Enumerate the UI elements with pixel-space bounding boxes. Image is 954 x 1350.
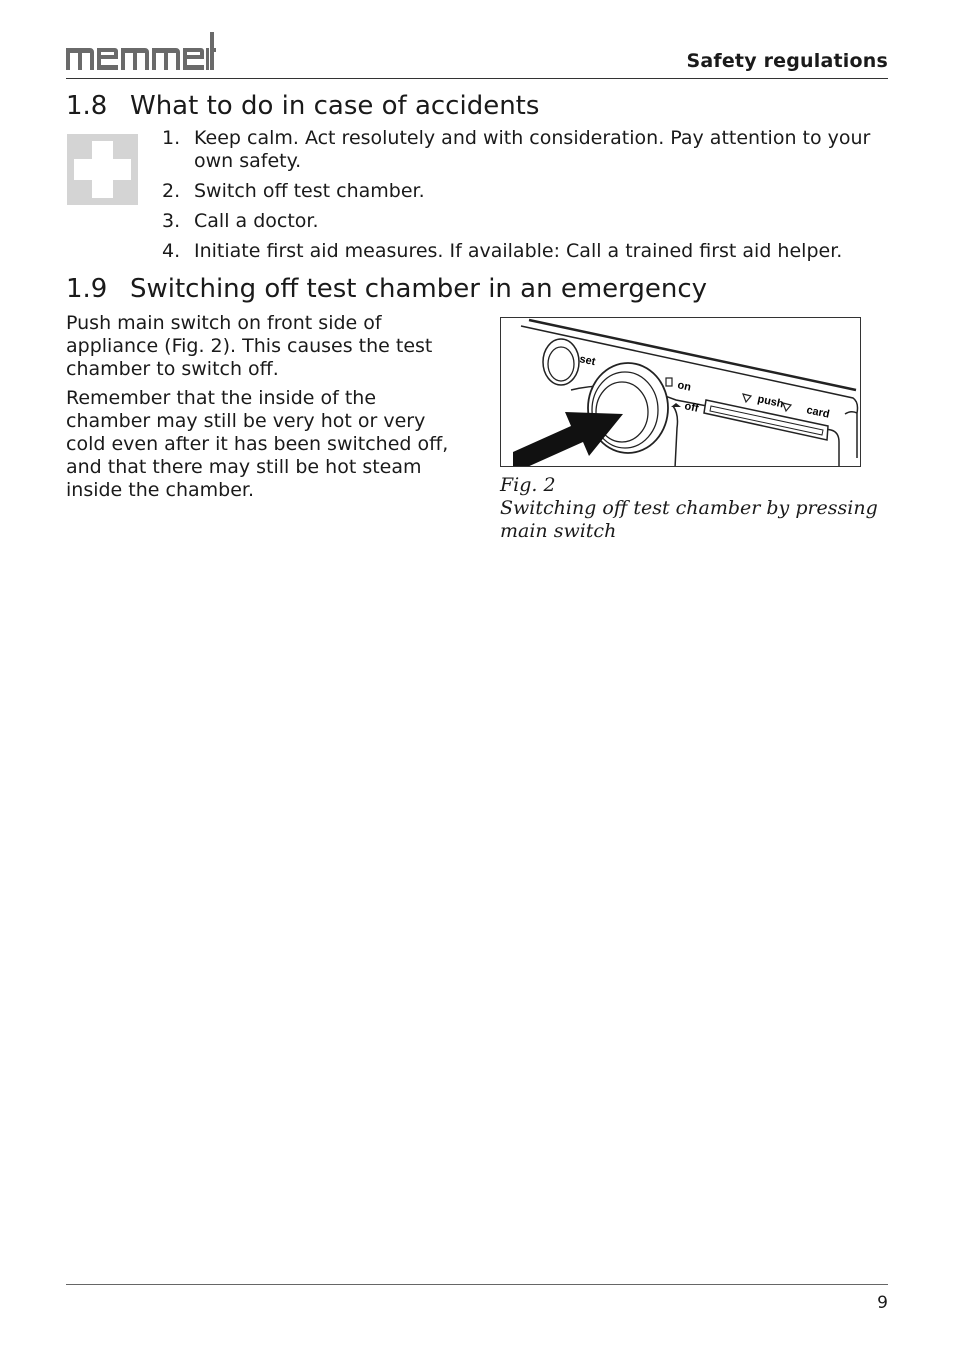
list-item: 1. Keep calm. Act resolutely and with consideration. Pay attention to your own safety. bbox=[162, 127, 871, 172]
on-label: on bbox=[676, 379, 693, 394]
figure-main-switch-illustration bbox=[500, 317, 861, 467]
list-item: 3. Call a doctor. bbox=[162, 210, 319, 232]
section-number: 1.8 bbox=[66, 91, 108, 121]
accident-steps-list bbox=[162, 127, 892, 270]
figure-caption bbox=[500, 474, 890, 543]
page-number: 9 bbox=[877, 1293, 888, 1313]
section-number: 1.9 bbox=[66, 274, 108, 304]
set-label: set bbox=[578, 353, 597, 369]
header-rule bbox=[66, 78, 888, 79]
footer-rule bbox=[66, 1284, 888, 1285]
off-label: off bbox=[683, 400, 700, 415]
first-aid-cross-icon bbox=[67, 134, 138, 205]
list-item: 4. Initiate first aid measures. If available: Call a trained first aid helper. bbox=[162, 240, 843, 262]
figure-caption-label: Fig. 2 bbox=[500, 474, 556, 496]
paragraph-heat-warning: Remember that the inside of the chamber may still be very hot or very cold even after it has been switched off, and that there may still be hot steam inside the chamber. bbox=[66, 387, 449, 501]
section-title: What to do in case of accidents bbox=[130, 91, 540, 121]
running-section-header: Safety regulations bbox=[686, 50, 888, 72]
paragraph-push-main-switch: Push main switch on front side of appliance (Fig. 2). This causes the test chamber to switch off. bbox=[66, 312, 433, 380]
figure-caption-text: Switching off test chamber by pressing main switch bbox=[500, 497, 878, 542]
section-heading-accidents bbox=[66, 91, 539, 121]
section-title: Switching off test chamber in an emergency bbox=[130, 274, 708, 304]
section-heading-emergency-switch-off bbox=[66, 274, 707, 304]
card-label: card bbox=[805, 404, 831, 421]
list-item: 2. Switch off test chamber. bbox=[162, 180, 425, 202]
push-label: push bbox=[756, 393, 785, 411]
memmert-logo bbox=[66, 32, 216, 72]
